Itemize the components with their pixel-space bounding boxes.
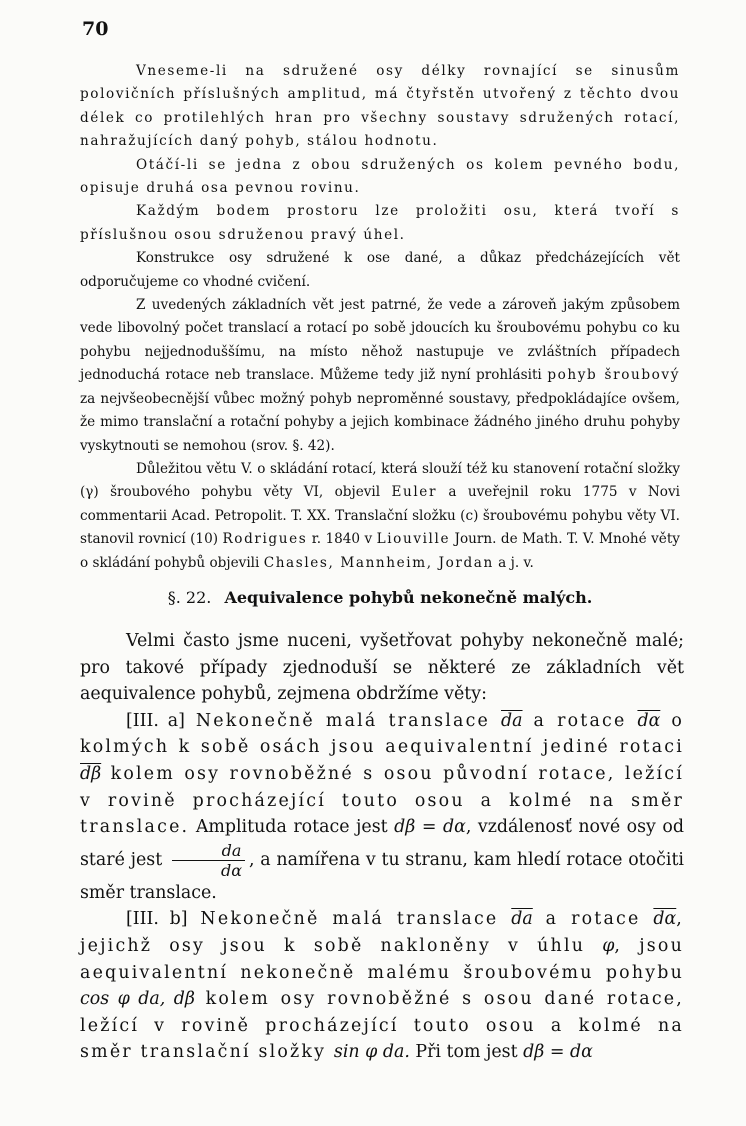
- paragraph-fixed-point: Otáčí-li se jedna z obou sdružených os kolem pevného bodu, opisuje druhá osa pevnou rovinu.: [80, 156, 680, 197]
- paragraph-right-angle: Každým bodem prostoru lze proložiti osu, která tvoří s příslušnou osou sdruženou pravý úhel.: [80, 203, 680, 243]
- fraction-distance: $\frac{da}{d\alpha}$: [172, 841, 245, 880]
- section-number: §. 22.: [167, 588, 212, 607]
- paragraph-intro: Velmi často jsme nuceni, vyšetřovat pohyby nekonečně malé; pro takové případy zjednoduší se některé ze základních vět aequivalence pohybů, zejmena obdržíme věty:: [80, 631, 684, 705]
- section-title: Aequivalence pohybů nekonečně malých.: [224, 588, 593, 607]
- paragraph-conjugate-axes: Vneseme-li na sdružené osy délky rovnající se sinusům polovičních příslušných amplitud, má čtyřstěn utvořený z těchto dvou délek co protilehlých hran pro všechny soustavy sdružených rotací, nahražujících daný pohyb, stálou hodnotu.: [80, 63, 680, 150]
- paragraph-history: Důležitou větu V. o skládání rotací, která slouží též ku stanovení rotační složky (γ) šroubového pohybu věty VI, objevil Euler a uveřejnil roku 1775 v Novi commentarii Acad. Petropolit. T. XX. Translační složku (c) šroubovému pohybu věty VI. stanovil rovnicí (10) Rodrigues r. 1840 v Liouville Journ. de Math. T. V. Mnohé věty o skládání pohybů objevili Chasles, Mannheim, Jordan a j. v.: [80, 460, 680, 571]
- page-number: 70: [82, 18, 109, 40]
- theorem-iii-a: [III. a] Nekonečně malá translace $\overline{da}$ a rotace $\overline{d\alpha}$ o kolmých k sobě osách jsou aequivalentní jediné rotaci $\overline{d\beta}$ kolem osy rovnoběžné s osou původní rotace, ležící v rovině procházející touto osou a kolmé na směr translace. Amplituda rotace jest dβ = dα, vzdálenosť nové osy od staré jest $\frac{da}{d\alpha}$ , a namířena v tu stranu, kam hledí rotace otočiti směr translace.: [80, 710, 684, 903]
- small-text-block: [80, 60, 680, 575]
- theorem-iii-b: [III. b] Nekonečně malá translace $\overline{da}$ a rotace $\overline{d\alpha}$, jejichž osy jsou k sobě nakloněny v úhlu φ, jsou aequivalentní nekonečně malému šroubovému pohybu cos φ da, dβ kolem osy rovnoběžné s osou dané rotace, ležící v rovině procházející touto osou a kolmé na směr translační složky sin φ da. Při tom jest dβ = dα: [80, 909, 685, 1063]
- paragraph-screw-motion: Z uvedených základních vět jest patrné, že vede a zároveň jakým způsobem vede libovolný počet translací a rotací po sobě jdoucích ku šroubovému pohybu co ku pohybu nejjednoduššímu, na místo něhož nastupuje ve zvláštních případech jednoduchá rotace neb translace. Můžeme tedy již nyní prohlásiti pohyb šroubový za nejvšeobecnější vůbec možný pohyb neproměnné soustavy, předpokládajíce ovšem, že mimo translační a rotační pohyby a jejich kombinace žádného jiného druhu pohyby vyskytnouti se nemohou (srov. §. 42).: [80, 297, 680, 454]
- paragraph-exercise: Konstrukce osy sdružené k ose dané, a důkaz předcházejících vět odporučujeme co vhodné cvičení.: [80, 250, 680, 290]
- large-text-block: [80, 628, 684, 1066]
- section-heading: [80, 588, 680, 607]
